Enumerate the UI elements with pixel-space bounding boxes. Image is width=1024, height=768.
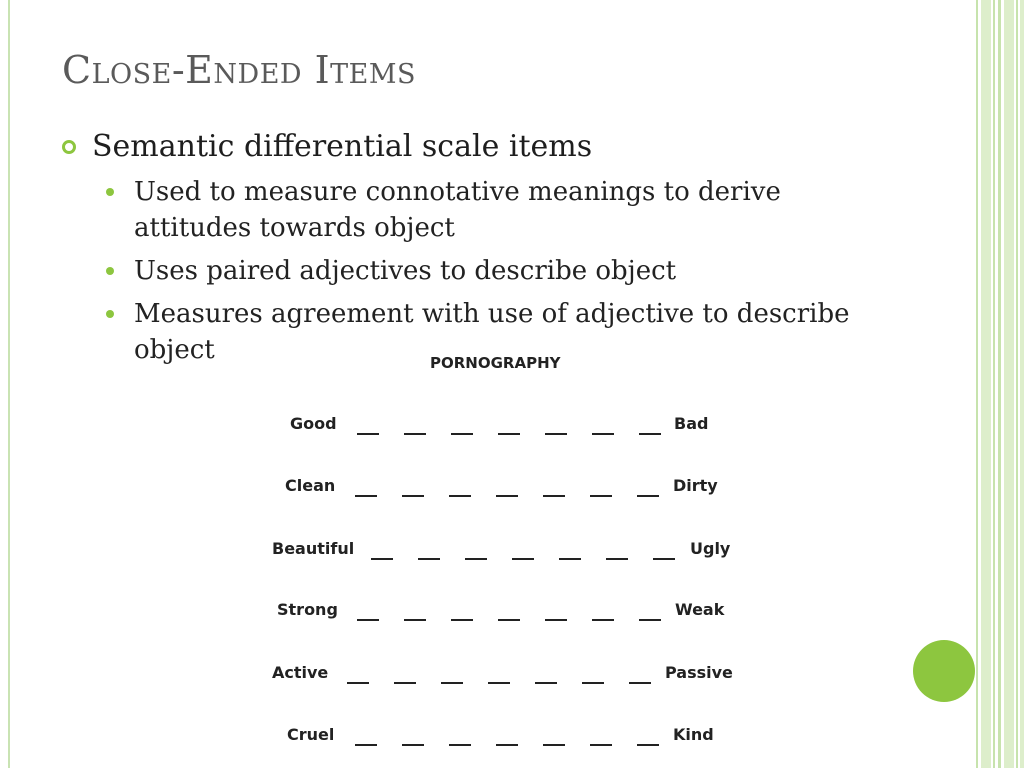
scale-blank[interactable] (592, 433, 614, 435)
scale-blank[interactable] (590, 495, 612, 497)
scale-blank[interactable] (559, 558, 581, 560)
scale-blank[interactable] (371, 558, 393, 560)
scale-blank[interactable] (639, 433, 661, 435)
stripe (1004, 0, 1014, 768)
sub-bullet-text: Uses paired adjectives to describe object (134, 256, 677, 286)
adjective-right: Kind (673, 725, 714, 744)
scale-blank[interactable] (402, 495, 424, 497)
adjective-left: Beautiful (272, 539, 355, 558)
scale-blank[interactable] (496, 495, 518, 497)
scale-blank[interactable] (496, 744, 518, 746)
adjective-right: Passive (665, 663, 733, 682)
scale-blank[interactable] (629, 682, 651, 684)
scale-blank[interactable] (451, 619, 473, 621)
scale-blank[interactable] (545, 619, 567, 621)
scale-blank[interactable] (441, 682, 463, 684)
scale-blank[interactable] (498, 619, 520, 621)
stripe (1016, 0, 1018, 768)
scale-blank[interactable] (418, 558, 440, 560)
main-bullet-text: Semantic differential scale items (92, 129, 593, 164)
scale-blank[interactable] (404, 619, 426, 621)
scale-blank[interactable] (402, 744, 424, 746)
scale-blank[interactable] (498, 433, 520, 435)
ring-bullet-icon (62, 140, 76, 154)
scale-blank[interactable] (637, 495, 659, 497)
scale-blank[interactable] (639, 619, 661, 621)
scale-blank[interactable] (543, 495, 565, 497)
scale-row (260, 476, 760, 500)
scale-blank[interactable] (355, 495, 377, 497)
sub-bullet (104, 174, 894, 246)
scale-row (260, 725, 760, 749)
adjective-left: Good (290, 414, 337, 433)
adjective-left: Active (272, 663, 329, 682)
decorative-green-circle (913, 640, 975, 702)
scale-blank[interactable] (357, 433, 379, 435)
scale-blank[interactable] (582, 682, 604, 684)
scale-blank[interactable] (465, 558, 487, 560)
adjective-right: Bad (674, 414, 709, 433)
scale-blank[interactable] (488, 682, 510, 684)
scale-blank[interactable] (451, 433, 473, 435)
scale-blank[interactable] (449, 495, 471, 497)
sub-bullet-list (104, 174, 894, 375)
stripe (998, 0, 1001, 768)
dot-bullet-icon (106, 310, 114, 318)
scale-blank[interactable] (545, 433, 567, 435)
scale-blank[interactable] (347, 682, 369, 684)
scale-blank[interactable] (355, 744, 377, 746)
scale-blank[interactable] (653, 558, 675, 560)
scale-heading: PORNOGRAPHY (430, 354, 561, 372)
scale-blank[interactable] (590, 744, 612, 746)
scale-blank[interactable] (592, 619, 614, 621)
main-bullet (62, 128, 922, 166)
stripe (976, 0, 978, 768)
scale-blank[interactable] (535, 682, 557, 684)
stripe (993, 0, 995, 768)
left-border-line (8, 0, 10, 768)
scale-blank[interactable] (512, 558, 534, 560)
slide-title: Close-Ended Items (62, 48, 417, 92)
sub-bullet (104, 253, 894, 289)
stripe (1020, 0, 1024, 768)
scale-blank[interactable] (449, 744, 471, 746)
scale-row (260, 539, 760, 563)
adjective-left: Clean (285, 476, 336, 495)
scale-blank[interactable] (637, 744, 659, 746)
adjective-right: Dirty (673, 476, 718, 495)
adjective-left: Strong (277, 600, 338, 619)
scale-blank[interactable] (357, 619, 379, 621)
stripe (981, 0, 991, 768)
scale-row (260, 600, 760, 624)
scale-blank[interactable] (543, 744, 565, 746)
scale-blank[interactable] (404, 433, 426, 435)
scale-row (260, 663, 760, 687)
dot-bullet-icon (106, 267, 114, 275)
adjective-right: Ugly (690, 539, 731, 558)
scale-blank[interactable] (394, 682, 416, 684)
right-decorative-stripes (976, 0, 1024, 768)
scale-blank[interactable] (606, 558, 628, 560)
adjective-right: Weak (675, 600, 725, 619)
dot-bullet-icon (106, 188, 114, 196)
scale-row (260, 414, 760, 438)
adjective-left: Cruel (287, 725, 335, 744)
sub-bullet-text: Used to measure connotative meanings to derive attitudes towards object (134, 177, 781, 243)
sub-bullet-text: Measures agreement with use of adjective to describe object (134, 299, 850, 365)
semantic-differential-scale (260, 350, 760, 760)
